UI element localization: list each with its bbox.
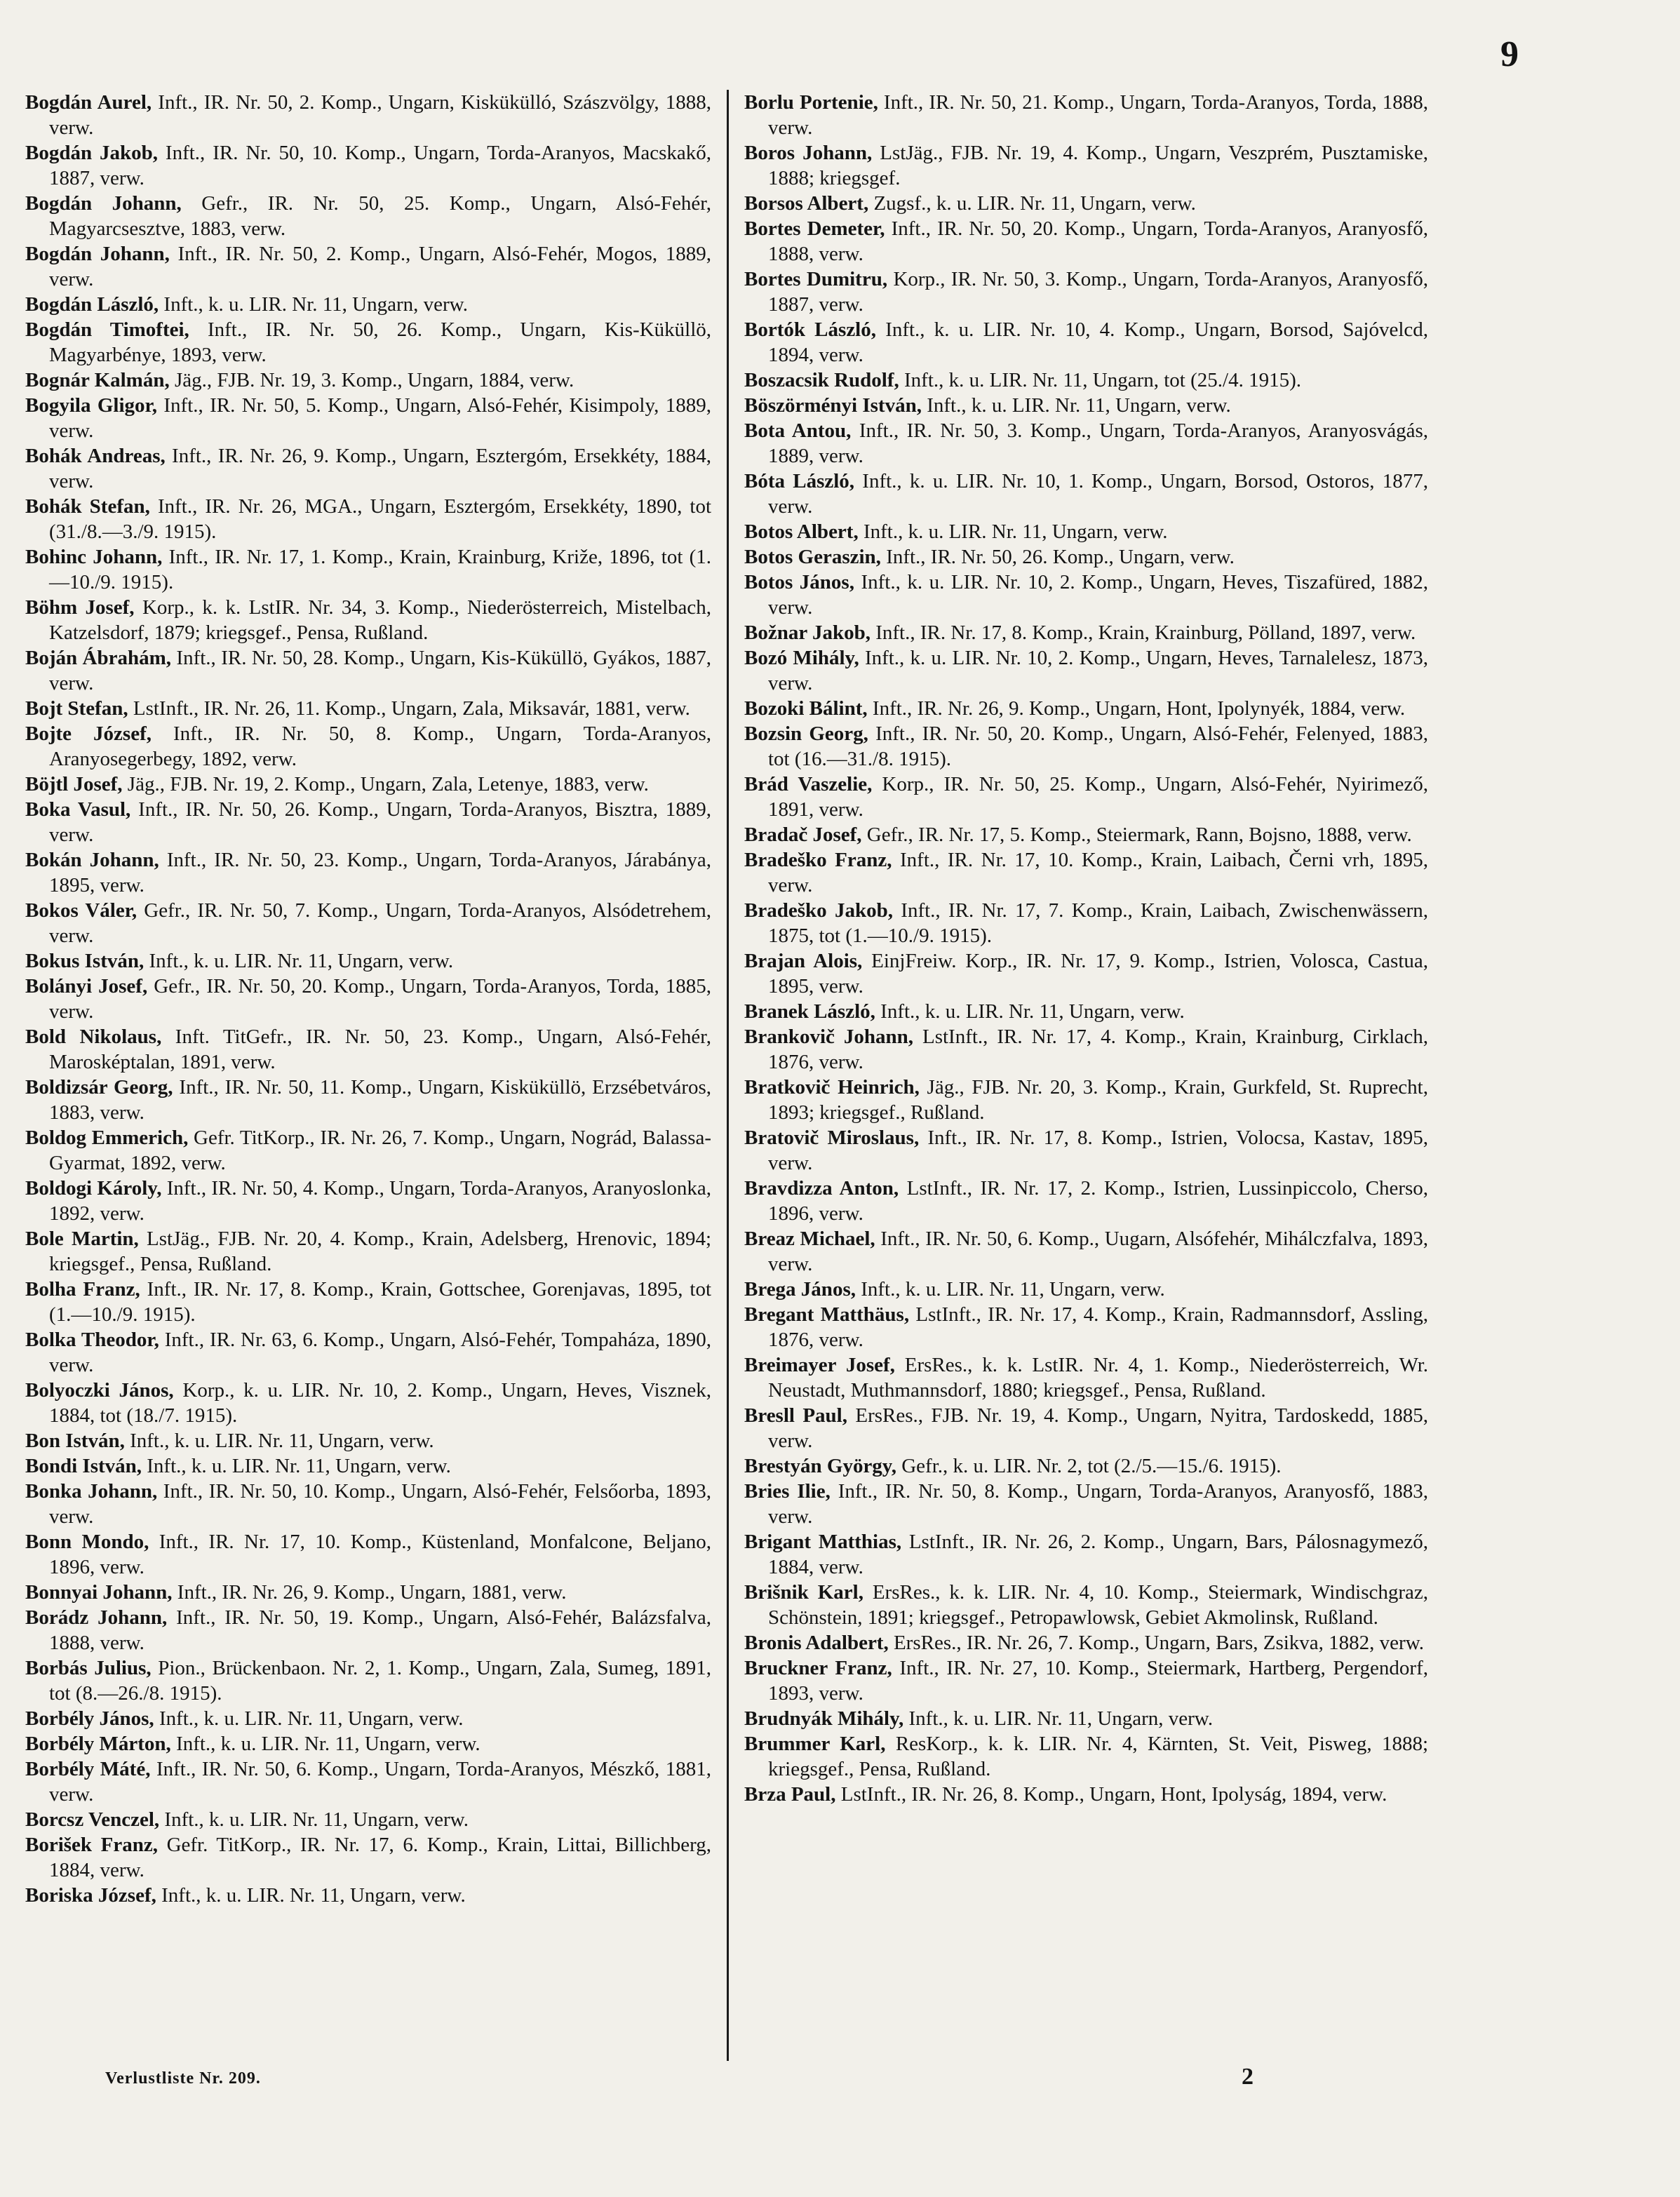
entry-name: Bratovič Miroslaus,	[744, 1127, 920, 1149]
list-entry	[25, 1731, 711, 1756]
entry-details: Inft., IR. Nr. 17, 8. Komp., Krain, Krainburg, Pölland, 1897, verw.	[875, 622, 1416, 644]
entry-name: Brega János,	[744, 1278, 856, 1301]
entry-name: Brišnik Karl,	[744, 1581, 863, 1604]
entry-details: Jäg., FJB. Nr. 20, 3. Komp., Krain, Gurkfeld, St. Ruprecht, 1893; kriegsgef., Rußland.	[768, 1076, 1428, 1124]
entry-name: Bon István,	[25, 1430, 125, 1452]
entry-details: Korp., IR. Nr. 50, 25. Komp., Ungarn, Alsó-Fehér, Nyirimező, 1891, verw.	[768, 773, 1428, 821]
entry-name: Borbély Máté,	[25, 1758, 151, 1780]
list-entry	[25, 847, 711, 898]
right-column	[727, 90, 1428, 2061]
list-entry	[25, 140, 711, 191]
list-entry	[744, 948, 1428, 999]
entry-details: Inft., IR. Nr. 50, 2. Komp., Ungarn, Alsó-Fehér, Mogos, 1889, verw.	[49, 243, 711, 290]
entry-name: Bognár Kalmán,	[25, 369, 170, 391]
entry-details: Inft., k. u. LIR. Nr. 11, Ungarn, verw.	[176, 1733, 481, 1755]
list-entry	[744, 1706, 1428, 1731]
list-entry	[744, 1580, 1428, 1630]
entry-details: LstInft., IR. Nr. 17, 4. Komp., Krain, Krainburg, Cirklach, 1876, verw.	[768, 1026, 1429, 1073]
entry-name: Botos Geraszin,	[744, 546, 881, 568]
entry-name: Borbás Julius,	[25, 1657, 152, 1679]
list-entry	[744, 1352, 1428, 1403]
entry-details: Inft., k. u. LIR. Nr. 11, Ungarn, verw.	[927, 394, 1231, 417]
entry-name: Bogdán Aurel,	[25, 91, 152, 114]
list-entry	[744, 847, 1428, 898]
entry-details: Korp., k. k. LstIR. Nr. 34, 3. Komp., Niederösterreich, Mistelbach, Katzelsdorf, 1879; kriegsgef., Pensa, Rußland.	[49, 596, 711, 644]
entry-details: Inft., k. u. LIR. Nr. 11, Ungarn, verw.	[130, 1430, 434, 1452]
entry-details: Inft., IR. Nr. 26, 9. Komp., Ungarn, Hont, Ipolynyék, 1884, verw.	[872, 697, 1406, 720]
entry-details: Inft., IR. Nr. 50, 10. Komp., Ungarn, Torda-Aranyos, Macskakő, 1887, verw.	[49, 142, 712, 189]
list-entry	[744, 898, 1428, 948]
left-column	[25, 90, 727, 2061]
entry-name: Bries Ilie,	[744, 1480, 831, 1503]
list-entry	[25, 1580, 711, 1605]
list-entry	[744, 999, 1428, 1024]
entry-details: Inft., k. u. LIR. Nr. 11, Ungarn, tot (25./4. 1915).	[904, 369, 1301, 391]
list-entry	[25, 191, 711, 241]
list-entry	[744, 772, 1428, 822]
list-entry	[25, 898, 711, 948]
entry-details: Inft., IR. Nr. 17, 10. Komp., Krain, Laibach, Černi vrh, 1895, verw.	[768, 849, 1429, 896]
list-entry	[744, 1453, 1428, 1479]
entry-details: Inft., IR. Nr. 50, 3. Komp., Ungarn, Torda-Aranyos, Aranyosvágás, 1889, verw.	[768, 419, 1429, 467]
entry-details: Inft., k. u. LIR. Nr. 10, 1. Komp., Ungarn, Borsod, Ostoros, 1877, verw.	[768, 470, 1428, 518]
entry-details: Inft., IR. Nr. 26, 9. Komp., Ungarn, 1881, verw.	[177, 1581, 567, 1604]
list-entry	[25, 948, 711, 974]
entry-name: Brza Paul,	[744, 1783, 836, 1806]
entry-details: ErsRes., k. k. LstIR. Nr. 4, 1. Komp., Niederösterreich, Wr. Neustadt, Muthmannsdorf, 1880; kriegsgef., Pensa, Rußland.	[768, 1354, 1429, 1402]
entry-name: Boka Vasul,	[25, 798, 131, 821]
list-entry	[25, 1883, 711, 1908]
entry-details: Jäg., FJB. Nr. 19, 3. Komp., Ungarn, 1884, verw.	[174, 369, 574, 391]
list-entry	[744, 140, 1428, 191]
list-entry	[25, 1756, 711, 1807]
list-entry	[744, 570, 1428, 620]
entry-name: Bokos Váler,	[25, 899, 137, 922]
list-entry	[744, 90, 1428, 140]
entry-name: Bota Antou,	[744, 419, 852, 442]
entry-details: Gefr., IR. Nr. 50, 25. Komp., Ungarn, Alsó-Fehér, Magyarcsesztve, 1883, verw.	[49, 192, 712, 240]
entry-name: Boszacsik Rudolf,	[744, 369, 899, 391]
entry-name: Bolányi Josef,	[25, 975, 148, 997]
list-entry	[25, 645, 711, 696]
entry-name: Bradač Josef,	[744, 824, 862, 846]
entry-name: Bogdán László,	[25, 293, 159, 316]
list-entry	[744, 1630, 1428, 1655]
issue-footer: Verlustliste Nr. 209.	[105, 2069, 261, 2088]
list-entry	[25, 1706, 711, 1731]
entry-details: Inft., k. u. LIR. Nr. 11, Ungarn, verw.	[908, 1707, 1214, 1730]
entry-details: Inft., IR. Nr. 50, 5. Komp., Ungarn, Alsó-Fehér, Kisimpoly, 1889, verw.	[49, 394, 711, 442]
entry-name: Bohák Stefan,	[25, 495, 150, 518]
list-entry	[25, 797, 711, 847]
list-entry	[744, 620, 1428, 645]
list-entry	[744, 1176, 1428, 1226]
entry-name: Breimayer Josef,	[744, 1354, 895, 1376]
entry-name: Borišek Franz,	[25, 1834, 158, 1856]
entry-name: Bokus István,	[25, 950, 145, 972]
entry-details: Gefr., k. u. LIR. Nr. 2, tot (2./5.—15./6. 1915).	[901, 1455, 1282, 1477]
entry-name: Bole Martin,	[25, 1228, 139, 1250]
entry-details: Gefr. TitKorp., IR. Nr. 17, 6. Komp., Krain, Littai, Billichberg, 1884, verw.	[49, 1834, 711, 1881]
entry-details: ErsRes., IR. Nr. 26, 7. Komp., Ungarn, Bars, Zsikva, 1882, verw.	[893, 1632, 1425, 1654]
entry-details: Inft., k. u. LIR. Nr. 11, Ungarn, verw.	[147, 1455, 451, 1477]
entry-details: Inft., IR. Nr. 50, 20. Komp., Ungarn, Alsó-Fehér, Felenyed, 1883, tot (16.—31./8. 1915).	[768, 723, 1428, 770]
list-entry	[25, 1378, 711, 1428]
entry-name: Bokán Johann,	[25, 849, 159, 871]
entry-name: Bortes Dumitru,	[744, 268, 888, 290]
entry-details: Inft., IR. Nr. 50, 26. Komp., Ungarn, Kis-Küküllö, Magyarbénye, 1893, verw.	[49, 318, 711, 366]
entry-details: ResKorp., k. k. LIR. Nr. 4, Kärnten, St. Veit, Pisweg, 1888; kriegsgef., Pensa, Rußland.	[768, 1733, 1429, 1780]
entry-name: Bogyila Gligor,	[25, 394, 157, 417]
entry-details: LstJäg., FJB. Nr. 20, 4. Komp., Krain, Adelsberg, Hrenovic, 1894; kriegsgef., Pensa, Rußland.	[49, 1228, 712, 1275]
list-entry	[25, 974, 711, 1024]
entry-name: Bozsin Georg,	[744, 723, 868, 745]
list-entry	[25, 1655, 711, 1706]
entry-name: Bozó Mihály,	[744, 647, 859, 669]
list-entry	[744, 1655, 1428, 1706]
entry-name: Božnar Jakob,	[744, 622, 871, 644]
list-entry	[744, 696, 1428, 721]
list-entry	[25, 241, 711, 292]
entry-name: Böszörményi István,	[744, 394, 922, 417]
entry-details: LstInft., IR. Nr. 17, 4. Komp., Krain, Radmannsdorf, Assling, 1876, verw.	[768, 1303, 1429, 1351]
entry-name: Borsos Albert,	[744, 192, 869, 215]
entry-name: Boldogi Károly,	[25, 1177, 162, 1200]
entry-name: Brád Vaszelie,	[744, 773, 873, 795]
entry-name: Bonnyai Johann,	[25, 1581, 173, 1604]
entry-details: Inft., IR. Nr. 50, 20. Komp., Ungarn, Torda-Aranyos, Aranyosfő, 1888, verw.	[768, 217, 1428, 265]
list-entry	[25, 1453, 711, 1479]
list-entry	[744, 1075, 1428, 1125]
entry-details: Inft., k. u. LIR. Nr. 11, Ungarn, verw.	[863, 520, 1168, 543]
list-entry	[25, 1529, 711, 1580]
entry-name: Borádz Johann,	[25, 1606, 168, 1629]
entry-name: Bohák Andreas,	[25, 445, 166, 467]
entry-details: Inft., IR. Nr. 50, 21. Komp., Ungarn, Torda-Aranyos, Torda, 1888, verw.	[768, 91, 1428, 139]
list-entry	[25, 393, 711, 443]
entry-details: Inft., k. u. LIR. Nr. 11, Ungarn, verw.	[161, 1884, 466, 1907]
entry-details: Inft., IR. Nr. 50, 28. Komp., Ungarn, Kis-Küküllö, Gyákos, 1887, verw.	[49, 647, 711, 694]
entry-name: Bronis Adalbert,	[744, 1632, 889, 1654]
list-entry	[25, 696, 711, 721]
entry-details: Inft., IR. Nr. 50, 23. Komp., Ungarn, Torda-Aranyos, Járabánya, 1895, verw.	[49, 849, 711, 896]
entry-details: Inft., IR. Nr. 50, 11. Komp., Ungarn, Kisküküllö, Erzsébetváros, 1883, verw.	[49, 1076, 712, 1124]
list-entry	[25, 1428, 711, 1453]
entry-details: Inft., IR. Nr. 50, 26. Komp., Ungarn, Torda-Aranyos, Bisztra, 1889, verw.	[49, 798, 711, 846]
entry-details: LstInft., IR. Nr. 26, 8. Komp., Ungarn, Hont, Ipolyság, 1894, verw.	[840, 1783, 1387, 1806]
entry-name: Bolha Franz,	[25, 1278, 140, 1301]
list-entry	[25, 1125, 711, 1176]
entry-details: Inft., IR. Nr. 50, 26. Komp., Ungarn, verw.	[886, 546, 1235, 568]
entry-name: Boriska József,	[25, 1884, 156, 1907]
entry-details: Inft., k. u. LIR. Nr. 10, 2. Komp., Ungarn, Heves, Tarnalelesz, 1873, verw.	[768, 647, 1428, 694]
casualty-list	[25, 90, 1428, 2061]
list-entry	[744, 1125, 1428, 1176]
list-entry	[744, 368, 1428, 393]
list-entry	[25, 595, 711, 645]
entry-name: Bratkovič Heinrich,	[744, 1076, 920, 1098]
list-entry	[25, 292, 711, 317]
list-entry	[744, 393, 1428, 418]
entry-details: Gefr. TitKorp., IR. Nr. 26, 7. Komp., Ungarn, Nográd, Balassa-Gyarmat, 1892, verw.	[49, 1127, 712, 1174]
entry-name: Bojt Stefan,	[25, 697, 128, 720]
list-entry	[744, 544, 1428, 570]
entry-name: Bozoki Bálint,	[744, 697, 868, 720]
list-entry	[744, 519, 1428, 544]
entry-details: Inft., k. u. LIR. Nr. 11, Ungarn, verw.	[159, 1707, 464, 1730]
list-entry	[25, 1605, 711, 1655]
list-entry	[744, 469, 1428, 519]
entry-details: Inft., IR. Nr. 17, 7. Komp., Krain, Laibach, Zwischenwässern, 1875, tot (1.—10./9. 1915).	[768, 899, 1429, 947]
entry-name: Borlu Portenie,	[744, 91, 878, 114]
entry-details: Inft., k. u. LIR. Nr. 11, Ungarn, verw.	[861, 1278, 1165, 1301]
entry-name: Bonka Johann,	[25, 1480, 158, 1503]
entry-details: Inft., IR. Nr. 50, 19. Komp., Ungarn, Alsó-Fehér, Balázsfalva, 1888, verw.	[49, 1606, 712, 1654]
entry-name: Brajan Alois,	[744, 950, 863, 972]
entry-name: Bolka Theodor,	[25, 1329, 159, 1351]
list-entry	[25, 721, 711, 772]
entry-name: Bogdán Johann,	[25, 192, 182, 215]
entry-details: Inft., IR. Nr. 50, 6. Komp., Ungarn, Torda-Aranyos, Mészkő, 1881, verw.	[49, 1758, 711, 1806]
entry-name: Bóta László,	[744, 470, 855, 492]
entry-details: Gefr., IR. Nr. 50, 20. Komp., Ungarn, Torda-Aranyos, Torda, 1885, verw.	[49, 975, 712, 1023]
entry-name: Bogdán Jakob,	[25, 142, 159, 164]
entry-name: Borcsz Venczel,	[25, 1808, 160, 1831]
entry-details: EinjFreiw. Korp., IR. Nr. 17, 9. Komp., Istrien, Volosca, Castua, 1895, verw.	[768, 950, 1429, 997]
list-entry	[744, 822, 1428, 847]
entry-details: Inft., k. u. LIR. Nr. 10, 2. Komp., Ungarn, Heves, Tiszafüred, 1882, verw.	[768, 571, 1429, 619]
entry-name: Boldog Emmerich,	[25, 1127, 189, 1149]
entry-details: LstJäg., FJB. Nr. 19, 4. Komp., Ungarn, Veszprém, Pusztamiske, 1888; kriegsgef.	[768, 142, 1428, 189]
list-entry	[25, 1327, 711, 1378]
entry-details: Inft., k. u. LIR. Nr. 11, Ungarn, verw.	[880, 1000, 1185, 1023]
entry-details: Inft., IR. Nr. 63, 6. Komp., Ungarn, Alsó-Fehér, Tompaháza, 1890, verw.	[49, 1329, 711, 1376]
entry-name: Bold Nikolaus,	[25, 1026, 162, 1048]
page-number: 9	[1500, 34, 1519, 74]
entry-details: Inft., k. u. LIR. Nr. 10, 4. Komp., Ungarn, Borsod, Sajóvelcd, 1894, verw.	[768, 318, 1429, 366]
list-entry	[25, 90, 711, 140]
entry-name: Brestyán György,	[744, 1455, 896, 1477]
list-entry	[25, 317, 711, 368]
entry-name: Bolyoczki János,	[25, 1379, 174, 1402]
list-entry	[744, 1403, 1428, 1453]
entry-details: Inft., IR. Nr. 50, 8. Komp., Ungarn, Torda-Aranyos, Aranyosegerbegy, 1892, verw.	[49, 723, 712, 770]
entry-details: Inft., IR. Nr. 17, 1. Komp., Krain, Krainburg, Križe, 1896, tot (1.—10./9. 1915).	[49, 546, 711, 593]
entry-name: Böhm Josef,	[25, 596, 135, 619]
list-entry	[744, 721, 1428, 772]
list-entry	[25, 494, 711, 544]
entry-name: Branek László,	[744, 1000, 875, 1023]
list-entry	[25, 1807, 711, 1832]
entry-details: Gefr., IR. Nr. 17, 5. Komp., Steiermark, Rann, Bojsno, 1888, verw.	[866, 824, 1412, 846]
list-entry	[25, 544, 711, 595]
list-entry	[744, 1226, 1428, 1277]
entry-details: Pion., Brückenbaon. Nr. 2, 1. Komp., Ungarn, Zala, Sumeg, 1891, tot (8.—26./8. 1915).	[49, 1657, 712, 1705]
entry-name: Brigant Matthias,	[744, 1531, 902, 1553]
entry-name: Borbély János,	[25, 1707, 154, 1730]
list-entry	[744, 1277, 1428, 1302]
list-entry	[744, 418, 1428, 469]
entry-details: Inft., IR. Nr. 50, 10. Komp., Ungarn, Alsó-Fehér, Felsőorba, 1893, verw.	[49, 1480, 711, 1528]
list-entry	[744, 1731, 1428, 1782]
entry-details: Inft., IR. Nr. 27, 10. Komp., Steiermark, Hartberg, Pergendorf, 1893, verw.	[768, 1657, 1428, 1705]
entry-details: Jäg., FJB. Nr. 19, 2. Komp., Ungarn, Zala, Letenye, 1883, verw.	[127, 773, 649, 795]
entry-details: Gefr., IR. Nr. 50, 7. Komp., Ungarn, Torda-Aranyos, Alsódetrehem, verw.	[49, 899, 711, 947]
list-entry	[744, 267, 1428, 317]
entry-name: Bogdán Timoftei,	[25, 318, 189, 341]
entry-name: Borbély Márton,	[25, 1733, 171, 1755]
list-entry	[744, 216, 1428, 267]
entry-name: Bonn Mondo,	[25, 1531, 149, 1553]
list-entry	[25, 1832, 711, 1883]
entry-details: ErsRes., k. k. LIR. Nr. 4, 10. Komp., Steiermark, Windischgraz, Schönstein, 1891; kriegsgef., Petropawlowsk, Gebiet Akmolinsk, Rußland.	[768, 1581, 1428, 1629]
list-entry	[25, 1226, 711, 1277]
entry-name: Bresll Paul,	[744, 1404, 847, 1427]
list-entry	[744, 1529, 1428, 1580]
list-entry	[744, 1024, 1428, 1075]
entry-details: Inft., IR. Nr. 17, 10. Komp., Küstenland, Monfalcone, Beljano, 1896, verw.	[49, 1531, 711, 1578]
entry-details: Korp., k. u. LIR. Nr. 10, 2. Komp., Ungarn, Heves, Visznek, 1884, tot (18./7. 1915).	[49, 1379, 711, 1427]
entry-details: Inft., IR. Nr. 17, 8. Komp., Istrien, Volocsa, Kastav, 1895, verw.	[768, 1127, 1428, 1174]
entry-details: Korp., IR. Nr. 50, 3. Komp., Ungarn, Torda-Aranyos, Aranyosfő, 1887, verw.	[768, 268, 1428, 316]
list-entry	[25, 1479, 711, 1529]
entry-details: Inft., IR. Nr. 17, 8. Komp., Krain, Gottschee, Gorenjavas, 1895, tot (1.—10./9. 1915).	[49, 1278, 711, 1326]
entry-details: LstInft., IR. Nr. 17, 2. Komp., Istrien, Lussinpiccolo, Cherso, 1896, verw.	[768, 1177, 1429, 1225]
entry-name: Böjtl Josef,	[25, 773, 123, 795]
entry-name: Bradeško Franz,	[744, 849, 892, 871]
entry-details: Inft., k. u. LIR. Nr. 11, Ungarn, verw.	[163, 293, 468, 316]
list-entry	[25, 1176, 711, 1226]
entry-name: Bohinc Johann,	[25, 546, 163, 568]
entry-name: Brankovič Johann,	[744, 1026, 914, 1048]
list-entry	[25, 1075, 711, 1125]
entry-name: Botos János,	[744, 571, 854, 593]
entry-name: Bradeško Jakob,	[744, 899, 893, 922]
entry-name: Bogdán Johann,	[25, 243, 170, 265]
list-entry	[25, 443, 711, 494]
list-entry	[25, 1277, 711, 1327]
entry-name: Bojte József,	[25, 723, 152, 745]
entry-name: Bruckner Franz,	[744, 1657, 892, 1679]
list-entry	[744, 1479, 1428, 1529]
list-entry	[25, 772, 711, 797]
entry-name: Bortes Demeter,	[744, 217, 885, 240]
list-entry	[25, 1024, 711, 1075]
entry-details: Inft., IR. Nr. 50, 4. Komp., Ungarn, Torda-Aranyos, Aranyoslonka, 1892, verw.	[49, 1177, 711, 1225]
entry-name: Brummer Karl,	[744, 1733, 886, 1755]
entry-details: Inft., k. u. LIR. Nr. 11, Ungarn, verw.	[164, 1808, 469, 1831]
entry-details: ErsRes., FJB. Nr. 19, 4. Komp., Ungarn, Nyitra, Tardoskedd, 1885, verw.	[768, 1404, 1428, 1452]
entry-name: Bondi István,	[25, 1455, 142, 1477]
entry-name: Boján Ábrahám,	[25, 647, 172, 669]
list-entry	[744, 645, 1428, 696]
entry-details: Inft., IR. Nr. 50, 2. Komp., Ungarn, Kiskükülló, Szászvölgy, 1888, verw.	[49, 91, 711, 139]
entry-details: Inft. TitGefr., IR. Nr. 50, 23. Komp., Ungarn, Alsó-Fehér, Marosképtalan, 1891, verw.	[49, 1026, 711, 1073]
entry-name: Boldizsár Georg,	[25, 1076, 173, 1098]
entry-name: Bravdizza Anton,	[744, 1177, 899, 1200]
list-entry	[744, 317, 1428, 368]
entry-name: Brudnyák Mihály,	[744, 1707, 904, 1730]
list-entry	[744, 1302, 1428, 1352]
entry-details: Inft., IR. Nr. 50, 6. Komp., Uugarn, Alsófehér, Mihálczfalva, 1893, verw.	[768, 1228, 1429, 1275]
entry-details: LstInft., IR. Nr. 26, 11. Komp., Ungarn, Zala, Miksavár, 1881, verw.	[133, 697, 690, 720]
entry-details: Inft., IR. Nr. 50, 8. Komp., Ungarn, Torda-Aranyos, Aranyosfő, 1883, verw.	[768, 1480, 1428, 1528]
entry-name: Bortók László,	[744, 318, 876, 341]
signature-mark: 2	[1242, 2064, 1254, 2090]
entry-name: Botos Albert,	[744, 520, 859, 543]
entry-name: Boros Johann,	[744, 142, 873, 164]
list-entry	[744, 1782, 1428, 1807]
entry-name: Bregant Matthäus,	[744, 1303, 910, 1326]
entry-details: Zugsf., k. u. LIR. Nr. 11, Ungarn, verw.	[873, 192, 1196, 215]
entry-details: Inft., k. u. LIR. Nr. 11, Ungarn, verw.	[149, 950, 454, 972]
entry-name: Breaz Michael,	[744, 1228, 875, 1250]
entry-details: Inft., IR. Nr. 26, MGA., Ungarn, Esztergóm, Ersekkéty, 1890, tot (31./8.—3./9. 1915).	[49, 495, 712, 543]
list-entry	[25, 368, 711, 393]
entry-details: LstInft., IR. Nr. 26, 2. Komp., Ungarn, Bars, Pálosnagymező, 1884, verw.	[768, 1531, 1428, 1578]
entry-details: Inft., IR. Nr. 26, 9. Komp., Ungarn, Esztergóm, Ersekkéty, 1884, verw.	[49, 445, 711, 492]
list-entry	[744, 191, 1428, 216]
